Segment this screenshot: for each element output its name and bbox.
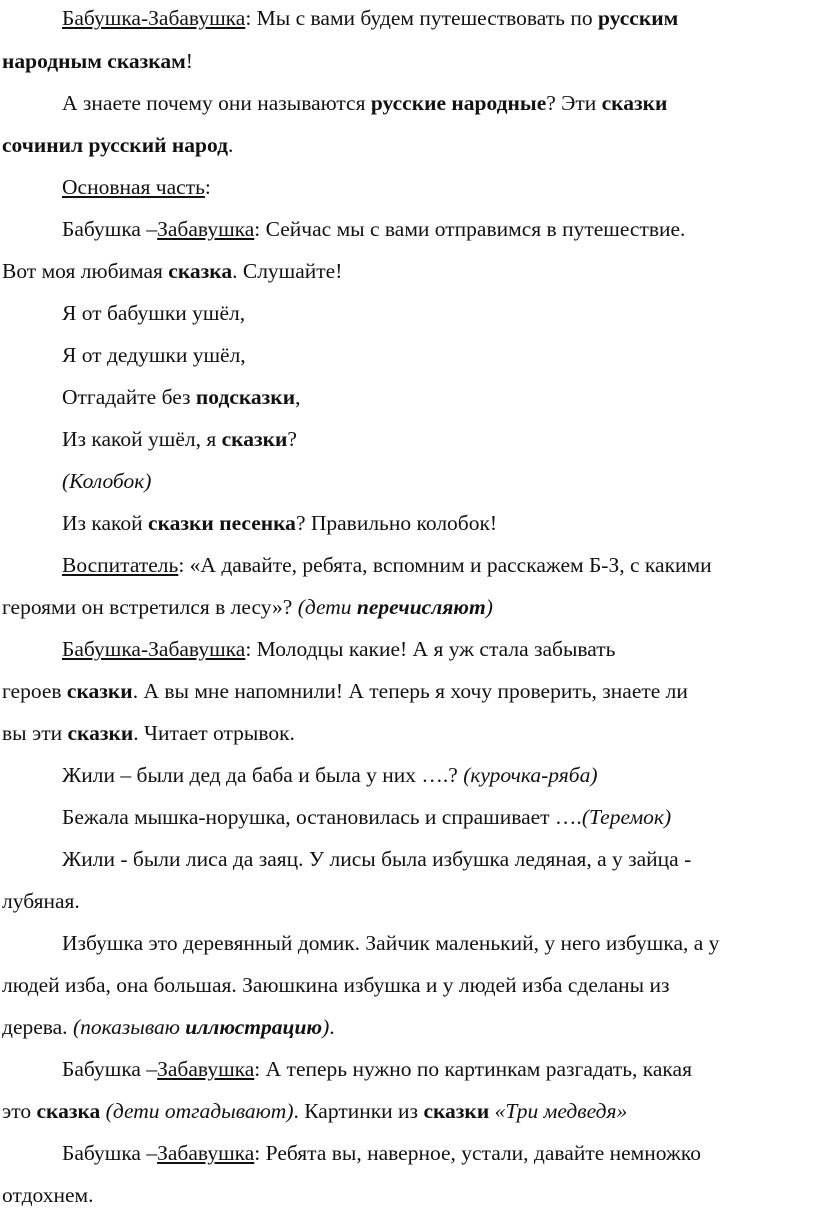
paragraph-line <box>62 510 497 536</box>
bold-text: сказки <box>66 679 133 703</box>
speaker-name: Бабушка-Забавушка <box>62 6 246 30</box>
bold-text: сказки <box>67 721 134 745</box>
italic-text: «Три медведя» <box>494 1099 628 1123</box>
bold-text: русские народные <box>370 91 547 115</box>
paragraph-line <box>2 678 688 704</box>
poem-line: Я от дедушки ушёл, <box>62 343 246 367</box>
paragraph-line <box>2 48 193 74</box>
italic-text: (курочка-ряба) <box>463 763 598 787</box>
paragraph-line <box>2 1098 627 1124</box>
text-run: . Читает отрывок. <box>133 721 295 745</box>
section-heading <box>62 174 211 200</box>
text-run: : <box>204 175 211 199</box>
paragraph-line <box>62 1140 701 1166</box>
bold-text: сказки песенка <box>148 511 296 535</box>
bold-italic-text: иллюстрацию <box>185 1015 323 1039</box>
italic-text: ) <box>485 595 493 619</box>
bold-text: сказка <box>168 259 233 283</box>
paragraph-line <box>62 5 678 31</box>
text-run: Вот моя любимая <box>2 259 169 283</box>
poem-line <box>62 384 300 410</box>
text-run: : А теперь нужно по картинкам разгадать, какая <box>254 1057 692 1081</box>
paragraph-line <box>62 804 671 830</box>
italic-text: (дети <box>297 595 357 619</box>
paragraph-line <box>2 720 295 746</box>
text-run: Жили – были дед да баба и была у них ….? <box>62 763 464 787</box>
text-run: героев <box>2 679 67 703</box>
text-run: ! <box>185 49 193 73</box>
text-run: Из какой <box>62 511 149 535</box>
text-run: . Картинки из <box>293 1099 424 1123</box>
italic-text: (показываю <box>72 1015 186 1039</box>
text-run: . <box>227 133 234 157</box>
text-run: . <box>329 1015 335 1039</box>
text-run: . А вы мне напомнили! А теперь я хочу проверить, знаете ли <box>132 679 688 703</box>
bold-text: русским <box>598 6 679 30</box>
text-run: Из какой ушёл, я <box>62 427 222 451</box>
speaker-name: Забавушка <box>157 1141 255 1165</box>
paragraph-line <box>62 216 685 242</box>
text-run: : «А давайте, ребята, вспомним и расскажем Б-З, с какими <box>178 553 712 577</box>
text-run: Бежала мышка-норушка, остановилась и спрашивает …. <box>62 805 582 829</box>
paragraph-line <box>62 762 597 788</box>
bold-text: сказки <box>601 91 668 115</box>
paragraph-line <box>62 636 615 662</box>
italic-text: (Теремок) <box>581 805 672 829</box>
text-run: , <box>295 385 301 409</box>
text-run: А знаете почему они называются <box>62 91 371 115</box>
text-run: героями он встретился в лесу»? <box>2 595 298 619</box>
text-run: : Молодцы какие! А я уж стала забывать <box>245 637 616 661</box>
poem-line: Я от бабушки ушёл, <box>62 301 246 325</box>
paragraph-line <box>2 258 342 284</box>
bold-text: сочинил русский народ <box>2 133 228 157</box>
italic-text: (дети отгадывают) <box>105 1099 294 1123</box>
speaker-name: Воспитатель <box>62 553 179 577</box>
text-run: ? Правильно колобок! <box>295 511 498 535</box>
paragraph-line: отдохнем. <box>2 1183 94 1207</box>
text-run: : Ребята вы, наверное, устали, давайте немножко <box>254 1141 701 1165</box>
italic-text: (Колобок) <box>62 469 152 493</box>
speaker-name: Бабушка-Забавушка <box>62 637 246 661</box>
speaker-name: Забавушка <box>157 1057 255 1081</box>
text-run: Бабушка – <box>62 1141 158 1165</box>
text-run: Бабушка – <box>62 217 158 241</box>
bold-text: сказки <box>423 1099 490 1123</box>
poem-line <box>62 426 297 452</box>
bold-text: сказка <box>36 1099 101 1123</box>
text-run: : Сейчас мы с вами отправимся в путешествие. <box>254 217 686 241</box>
text-run: : Мы с вами будем путешествовать по <box>245 6 598 30</box>
paragraph-line: людей изба, она большая. Заюшкина избушка и у людей изба сделаны из <box>2 973 670 997</box>
paragraph-line <box>62 90 667 116</box>
italic-text: ) <box>322 1015 330 1039</box>
paragraph-line <box>2 1014 335 1040</box>
text-run: Бабушка – <box>62 1057 158 1081</box>
text-run: Отгадайте без <box>62 385 196 409</box>
paragraph-line <box>2 594 493 620</box>
text-run: это <box>2 1099 37 1123</box>
text-run: вы эти <box>2 721 68 745</box>
paragraph-line <box>62 552 712 578</box>
bold-italic-text: перечисляют <box>356 595 486 619</box>
bold-text: сказки <box>221 427 288 451</box>
text-run: . Слушайте! <box>232 259 343 283</box>
bold-text: подсказки <box>195 385 296 409</box>
poem-answer <box>62 468 151 494</box>
text-run: дерева. <box>2 1015 73 1039</box>
paragraph-line <box>2 132 233 158</box>
paragraph-line: Жили - были лиса да заяц. У лисы была избушка ледяная, а у зайца - <box>62 847 692 871</box>
paragraph-line <box>62 1056 692 1082</box>
heading-text: Основная часть <box>62 175 205 199</box>
paragraph-line: Избушка это деревянный домик. Зайчик маленький, у него избушка, а у <box>62 931 720 955</box>
text-run: ? Эти <box>546 91 602 115</box>
paragraph-line: лубяная. <box>2 889 80 913</box>
speaker-name: Забавушка <box>157 217 255 241</box>
text-run: ? <box>287 427 297 451</box>
bold-text: народным сказкам <box>2 49 186 73</box>
